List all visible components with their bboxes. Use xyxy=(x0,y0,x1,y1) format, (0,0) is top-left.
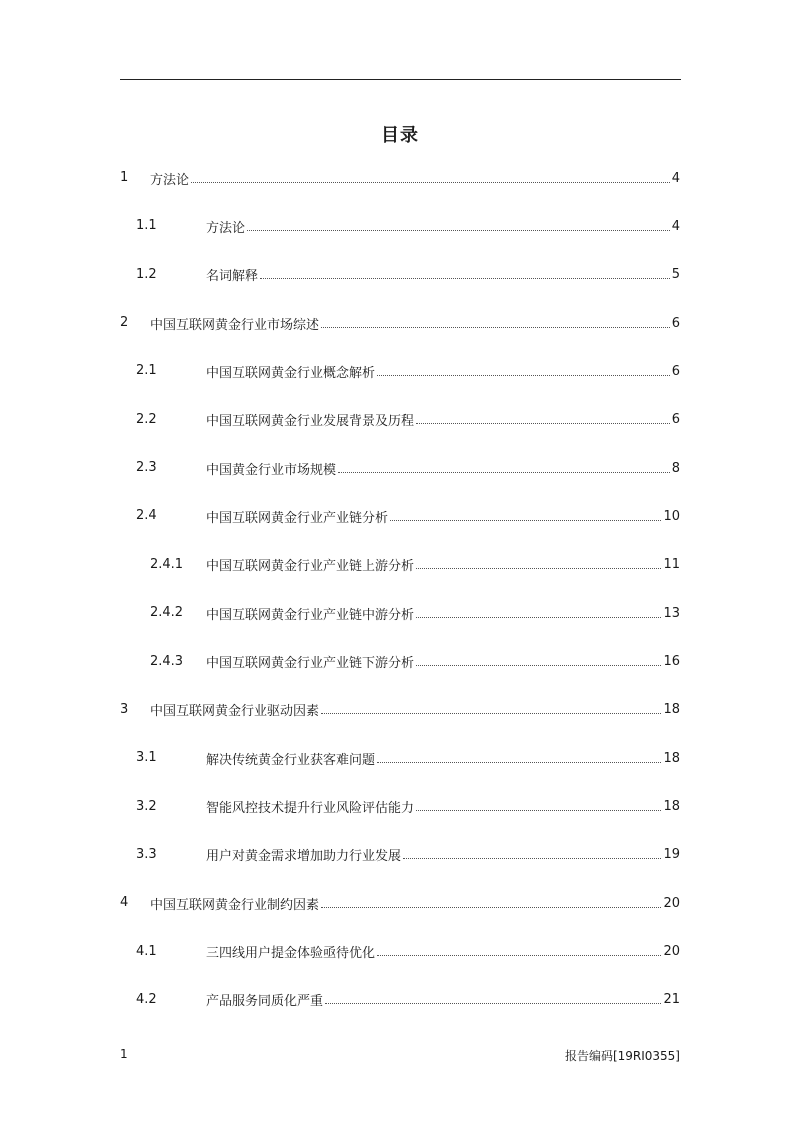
toc-entry-title: 智能风控技术提升行业风险评估能力 xyxy=(206,797,415,816)
toc-entry-title: 方法论 xyxy=(150,169,190,188)
toc-entry-page: 16 xyxy=(663,654,680,669)
toc-entry-number: 4.1 xyxy=(136,943,157,959)
toc-entry-page: 21 xyxy=(663,992,680,1008)
toc-entry[interactable] xyxy=(0,168,800,188)
toc-dot-leader xyxy=(403,858,661,859)
toc-dot-leader xyxy=(191,182,670,183)
toc-entry[interactable] xyxy=(0,700,800,720)
toc-entry-number: 2.4.2 xyxy=(150,605,184,621)
toc-entry[interactable] xyxy=(0,313,800,333)
toc-entry-title: 中国互联网黄金行业市场综述 xyxy=(150,314,320,333)
toc-entry-number: 3.2 xyxy=(136,798,157,814)
toc-entry-number: 1.2 xyxy=(136,266,157,282)
toc-entry-title: 中国互联网黄金行业制约因素 xyxy=(150,894,320,913)
toc-entry-page: 8 xyxy=(671,460,680,476)
toc-entry-title: 产品服务同质化严重 xyxy=(206,990,324,1009)
toc-dot-leader xyxy=(321,713,661,714)
toc-entry-title: 解决传统黄金行业获客难问题 xyxy=(206,749,376,768)
toc-dot-leader xyxy=(247,230,670,231)
toc-entry-title: 方法论 xyxy=(206,217,246,236)
footer-report-code: 报告编码[19RI0355] xyxy=(564,1049,680,1063)
toc-entry-number: 2.4.3 xyxy=(150,653,184,669)
toc-entry[interactable] xyxy=(0,797,800,817)
toc-entry-title: 中国互联网黄金行业产业链分析 xyxy=(206,507,389,526)
toc-entry-number: 3.1 xyxy=(136,750,157,766)
toc-entry-number: 2 xyxy=(120,315,129,331)
toc-dot-leader xyxy=(377,375,670,376)
toc-entry[interactable] xyxy=(0,265,800,285)
toc-entry[interactable] xyxy=(0,410,800,430)
toc-entry-page: 6 xyxy=(671,315,680,331)
toc-dot-leader xyxy=(416,423,670,424)
toc-entry-page: 19 xyxy=(663,847,680,863)
toc-entry-title: 中国黄金行业市场规模 xyxy=(206,459,337,478)
toc-entry-title: 中国互联网黄金行业产业链中游分析 xyxy=(206,604,415,623)
toc-entry[interactable] xyxy=(0,990,800,1010)
toc-entry-title: 中国互联网黄金行业产业链下游分析 xyxy=(206,652,415,671)
toc-dot-leader xyxy=(416,810,661,811)
toc-entry[interactable] xyxy=(0,216,800,236)
toc-dot-leader xyxy=(416,617,661,618)
toc-dot-leader xyxy=(260,278,670,279)
toc-entry[interactable] xyxy=(0,458,800,478)
toc-entry-page: 18 xyxy=(663,702,680,718)
toc-dot-leader xyxy=(416,568,661,569)
toc-entry-number: 2.4 xyxy=(136,508,157,524)
toc-entry-page: 6 xyxy=(671,363,680,379)
toc-entry-page: 20 xyxy=(663,895,680,911)
toc-entry-title: 三四线用户提金体验亟待优化 xyxy=(206,942,376,961)
toc-entry-number: 2.3 xyxy=(136,460,157,476)
toc-entry-title: 名词解释 xyxy=(206,265,259,284)
toc-entry[interactable] xyxy=(0,506,800,526)
toc-entry-number: 2.4.1 xyxy=(150,556,184,572)
toc-entry[interactable] xyxy=(0,845,800,865)
toc-dot-leader xyxy=(377,762,661,763)
toc-entry-number: 2.2 xyxy=(136,411,157,427)
toc-dot-leader xyxy=(321,907,661,908)
toc-entry-number: 1 xyxy=(120,170,129,185)
toc-entry-page: 4 xyxy=(671,170,680,186)
toc-entry-page: 13 xyxy=(663,605,680,621)
toc-entry-title: 用户对黄金需求增加助力行业发展 xyxy=(206,845,402,864)
header-rule xyxy=(120,79,681,80)
toc-entry-number: 4.2 xyxy=(136,991,157,1007)
toc-title: 目录 xyxy=(381,125,419,146)
toc-entry[interactable] xyxy=(0,652,800,672)
toc-entry-page: 18 xyxy=(663,750,680,766)
toc-entry[interactable] xyxy=(0,748,800,768)
toc-entry-page: 11 xyxy=(663,557,680,573)
toc-entry-page: 20 xyxy=(663,944,680,960)
footer-page-number: 1 xyxy=(120,1047,128,1061)
toc-entry[interactable] xyxy=(0,942,800,962)
toc-entry-title: 中国互联网黄金行业概念解析 xyxy=(206,362,376,381)
toc-dot-leader xyxy=(377,955,661,956)
toc-entry[interactable] xyxy=(0,555,800,575)
toc-entry-title: 中国互联网黄金行业产业链上游分析 xyxy=(206,555,415,574)
toc-entry-page: 10 xyxy=(663,508,680,524)
toc-entry[interactable] xyxy=(0,361,800,381)
toc-entry-number: 2.1 xyxy=(136,363,157,379)
toc-entry-page: 6 xyxy=(671,412,680,428)
toc-entry-number: 4 xyxy=(120,895,129,911)
toc-entry[interactable] xyxy=(0,893,800,913)
toc-entry-page: 18 xyxy=(663,799,680,815)
toc-entry-title: 中国互联网黄金行业发展背景及历程 xyxy=(206,410,415,429)
toc-entry-number: 3.3 xyxy=(136,846,157,862)
toc-dot-leader xyxy=(390,520,661,521)
toc-dot-leader xyxy=(325,1003,661,1004)
toc-dot-leader xyxy=(321,327,670,328)
toc-dot-leader xyxy=(416,665,661,666)
toc-entry[interactable] xyxy=(0,603,800,623)
toc-entry-number: 1.1 xyxy=(136,218,157,234)
toc-entry-page: 4 xyxy=(671,218,680,234)
toc-dot-leader xyxy=(338,472,670,473)
toc-entry-number: 3 xyxy=(120,701,129,717)
toc-entry-title: 中国互联网黄金行业驱动因素 xyxy=(150,700,320,719)
toc-entry-page: 5 xyxy=(671,267,680,283)
